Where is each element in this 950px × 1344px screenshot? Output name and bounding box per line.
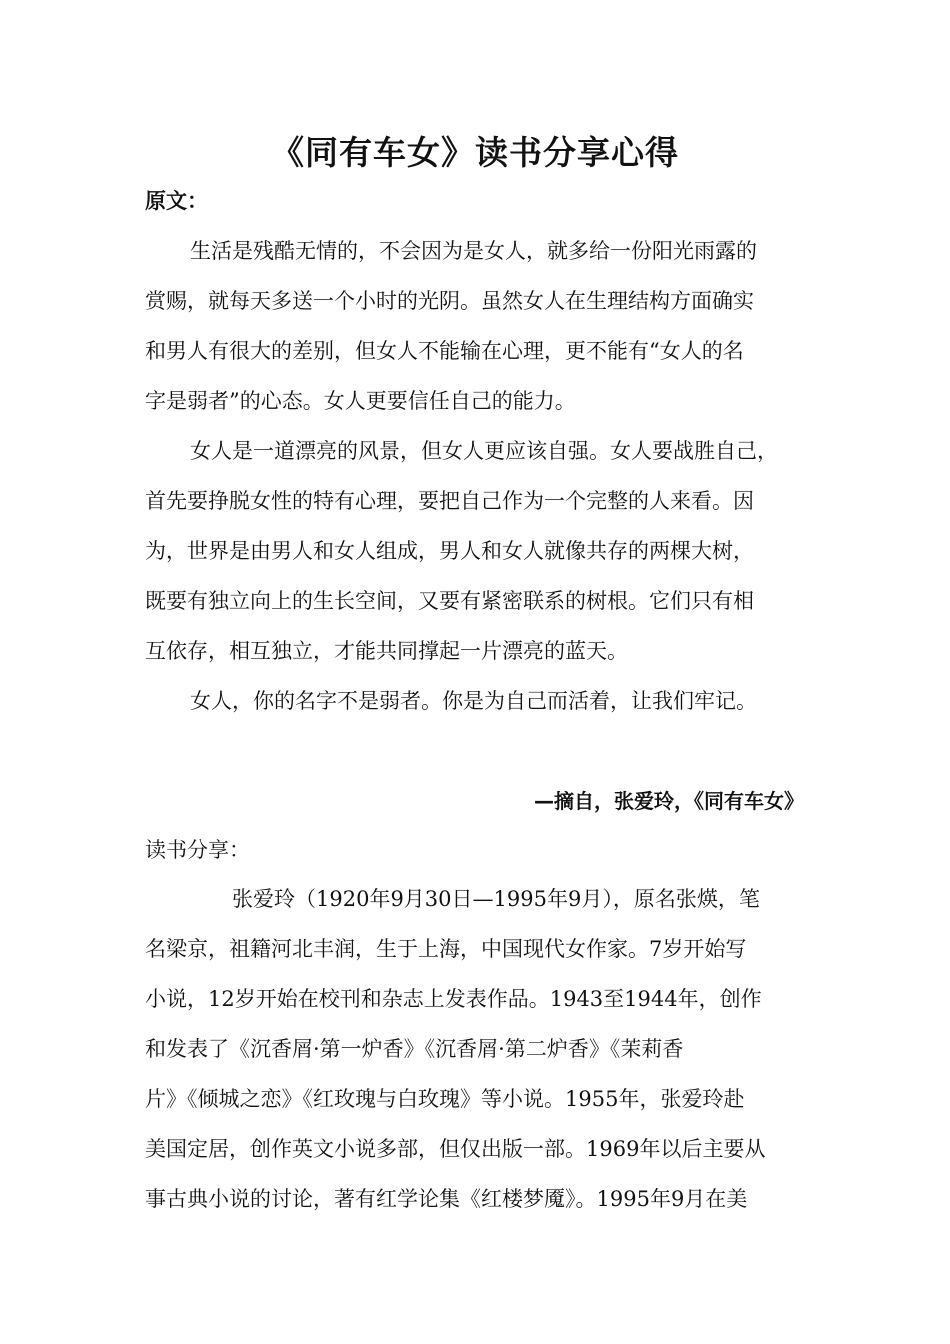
original-line: 字是弱者”的心态。女人更要信任自己的能力。 [145,389,576,413]
original-line: 和男人有很大的差别，但女人不能输在心理，更不能有“女人的名 [145,339,744,363]
share-line: 美国定居，创作英文小说多部，但仅出版一部。1969年以后主要从 [145,1137,766,1161]
original-line: 女人，你的名字不是弱者。你是为自己而活着，让我们牢记。 [190,689,757,713]
share-line: 名梁京，祖籍河北丰润，生于上海，中国现代女作家。7岁开始写 [145,937,747,961]
original-line: 为，世界是由男人和女人组成，男人和女人就像共存的两棵大树， [145,539,754,563]
share-heading: 读书分享： [145,838,250,862]
page-title: 《同有车女》读书分享心得 [271,133,679,172]
original-line: 既要有独立向上的生长空间，又要有紧密联系的树根。它们只有相 [145,589,754,613]
share-line: 张爱玲（1920年9月30日—1995年9月），原名张煐，笔 [232,887,760,911]
original-line: 首先要挣脱女性的特有心理，要把自己作为一个完整的人来看。因 [145,489,754,513]
original-line: 生活是残酷无情的，不会因为是女人，就多给一份阳光雨露的 [190,239,757,263]
original-heading: 原文： [145,189,208,213]
original-line: 赏赐，就每天多送一个小时的光阴。虽然女人在生理结构方面确实 [145,289,754,313]
share-line: 事古典小说的讨论，著有红学论集《红楼梦魇》。1995年9月在美 [145,1187,748,1211]
share-line: 片》《倾城之恋》《红玫瑰与白玫瑰》等小说。1955年，张爱玲赴 [145,1087,745,1111]
share-line: 小说，12岁开始在校刊和杂志上发表作品。1943至1944年，创作 [145,987,762,1011]
source-attribution: —摘自，张爱玲，《同有车女》 [534,789,804,813]
original-line: 女人是一道漂亮的风景，但女人更应该自强。女人要战胜自己， [190,439,778,463]
original-line: 互依存，相互独立，才能共同撑起一片漂亮的蓝天。 [145,639,628,663]
share-line: 和发表了《沉香屑·第一炉香》《沉香屑·第二炉香》《茉莉香 [145,1037,684,1061]
